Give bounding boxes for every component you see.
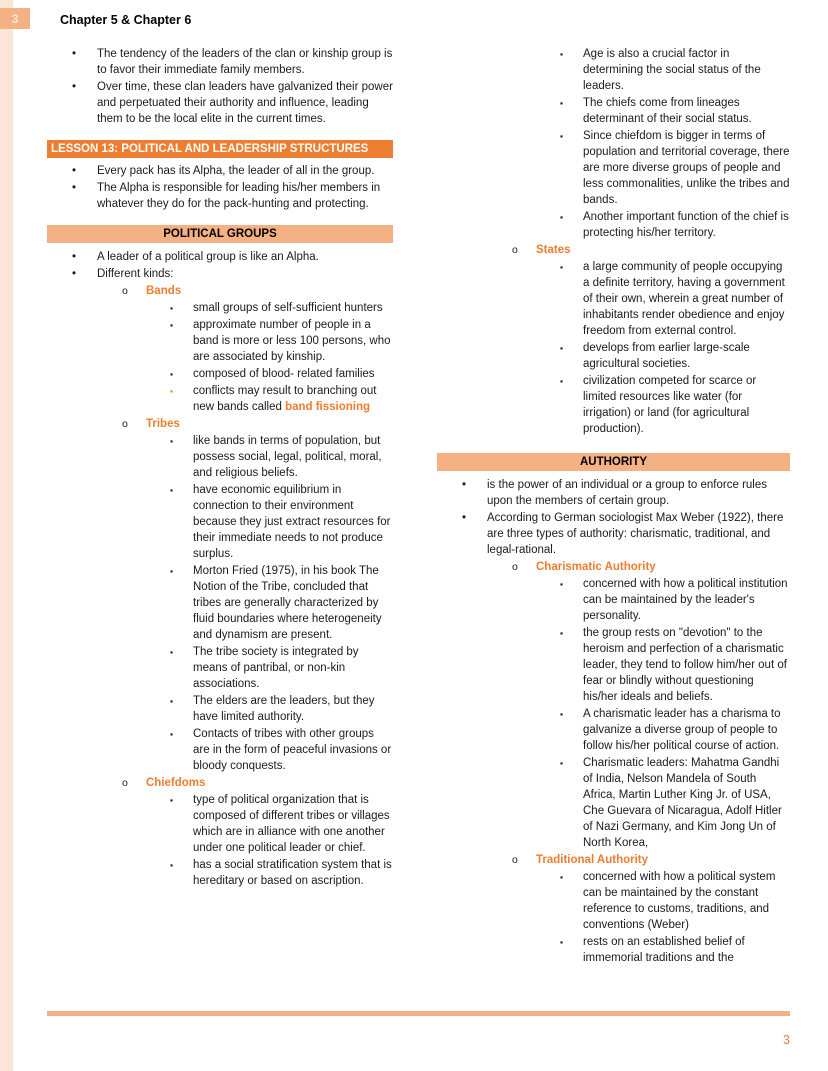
political-groups-heading: POLITICAL GROUPS <box>47 225 393 243</box>
square-bullet-icon <box>560 706 583 722</box>
list-item <box>47 563 393 643</box>
list-item-text: The tribe society is integrated by means of pantribal, or non-kin associations. <box>193 646 359 690</box>
square-bullet-icon <box>560 576 583 592</box>
right-column <box>437 46 790 967</box>
list-item <box>437 242 790 258</box>
bullet-icon <box>72 79 97 95</box>
bottom-divider <box>47 1011 790 1016</box>
list-item-text: have economic equilibrium in connection to their environment because they just extract resources for their immediate needs to not produce surplus. <box>193 484 391 560</box>
corner-tab-number: 3 <box>11 11 19 26</box>
list-item <box>437 373 790 437</box>
list-item <box>437 755 790 851</box>
list-item-text: Different kinds: <box>97 268 174 280</box>
list-item <box>437 340 790 372</box>
square-bullet-icon <box>560 755 583 771</box>
list-item-text: Another important function of the chief is protecting his/her territory. <box>583 211 789 239</box>
square-bullet-icon <box>560 95 583 111</box>
list-item <box>47 317 393 365</box>
list-item-text: The elders are the leaders, but they have limited authority. <box>193 695 375 723</box>
list-item-text: Contacts of tribes with other groups are in the form of peaceful invasions or bloody conquests. <box>193 728 392 772</box>
square-bullet-icon <box>170 644 193 660</box>
group-label-states: States <box>536 244 571 256</box>
square-bullet-icon <box>560 128 583 144</box>
list-item <box>47 79 393 127</box>
header-title: Chapter 5 & Chapter 6 <box>60 13 192 27</box>
group-label-traditional-authority: Traditional Authority <box>536 854 649 866</box>
list-item-text: A charismatic leader has a charisma to galvanize a diverse group of people to follow his/her political course of action. <box>583 708 781 752</box>
list-item <box>437 95 790 127</box>
list-item <box>47 775 393 791</box>
list-item-text: like bands in terms of population, but possess social, legal, political, moral, and religious beliefs. <box>193 435 382 479</box>
list-item-text: A leader of a political group is like an Alpha. <box>97 251 319 263</box>
left-column <box>47 46 393 967</box>
bullet-icon <box>72 180 97 196</box>
square-bullet-icon <box>560 625 583 641</box>
square-bullet-icon <box>170 383 193 399</box>
square-bullet-icon <box>560 259 583 275</box>
bullet-icon <box>72 249 97 265</box>
list-item-text: civilization competed for scarce or limited resources like water (for irrigation) or land (for agricultural production). <box>583 375 757 435</box>
list-item-text: Since chiefdom is bigger in terms of population and territorial coverage, there are more diverse groups of people and less commonalities, unlike the tribes and bands. <box>583 130 790 206</box>
list-item <box>47 644 393 692</box>
list-item <box>437 934 790 966</box>
list-item <box>47 383 393 415</box>
list-item-text: The chiefs come from lineages determinant of their social status. <box>583 97 752 125</box>
square-bullet-icon <box>170 726 193 742</box>
list-item <box>437 209 790 241</box>
square-bullet-icon <box>170 482 193 498</box>
list-item-text: concerned with how a political system can be maintained by the constant reference to customs, traditions, and conventions (Weber) <box>583 871 776 931</box>
bullet-icon <box>72 46 97 62</box>
list-item-text: concerned with how a political institution can be maintained by the leader's personality. <box>583 578 788 622</box>
list-item <box>47 300 393 316</box>
list-item-text: the group rests on "devotion" to the heroism and perfection of a charismatic leader, they tend to follow him/her out of fear or blindly without questioning his/her ideals and beliefs. <box>583 627 787 703</box>
list-item <box>47 249 393 265</box>
list-item-text: rests on an established belief of immemorial traditions and the <box>583 936 745 964</box>
square-bullet-icon <box>170 563 193 579</box>
list-item <box>437 625 790 705</box>
square-bullet-icon <box>560 934 583 950</box>
bullet-icon <box>72 163 97 179</box>
square-bullet-icon <box>170 433 193 449</box>
list-item-text: Age is also a crucial factor in determining the social status of the leaders. <box>583 48 761 92</box>
list-item-text: is the power of an individual or a group to enforce rules upon the members of certain group. <box>487 479 767 507</box>
square-bullet-icon <box>560 46 583 62</box>
list-item <box>47 283 393 299</box>
list-item <box>47 726 393 774</box>
list-item-text: small groups of self-sufficient hunters <box>193 302 383 314</box>
list-item-text: Charismatic leaders: Mahatma Gandhi of India, Nelson Mandela of South Africa, Martin Luther King Jr. of USA, Che Guevara of Nicaragua, Adolf Hitler of Nazi Germany, and Kim Jong Un of North Korea, <box>583 757 782 849</box>
list-item-text: type of political organization that is composed of different tribes or villages which are in alliance with one another under one political leader or chief. <box>193 794 390 854</box>
square-bullet-icon <box>560 340 583 356</box>
list-item <box>437 869 790 933</box>
list-item <box>437 128 790 208</box>
list-item <box>47 857 393 889</box>
list-item-text <box>193 383 393 415</box>
bullet-icon <box>72 266 97 282</box>
list-item-text: The Alpha is responsible for leading his/her members in whatever they do for the pack-hunting and protecting. <box>97 182 381 210</box>
page-number: 3 <box>783 1033 790 1047</box>
corner-tab <box>0 8 30 29</box>
list-item <box>47 46 393 78</box>
circle-bullet-icon <box>512 242 536 258</box>
square-bullet-icon <box>170 857 193 873</box>
list-item-text: Every pack has its Alpha, the leader of all in the group. <box>97 165 375 177</box>
square-bullet-icon <box>560 373 583 389</box>
content-columns <box>47 46 790 967</box>
authority-heading: AUTHORITY <box>437 453 790 471</box>
list-item <box>437 706 790 754</box>
list-item-text-part: conflicts may result to branching out new bands called <box>193 385 377 413</box>
list-item <box>437 259 790 339</box>
list-item <box>47 163 393 179</box>
list-item-text: composed of blood- related families <box>193 368 375 380</box>
left-margin-strip <box>0 0 13 1071</box>
square-bullet-icon <box>170 693 193 709</box>
square-bullet-icon <box>170 300 193 316</box>
list-item <box>437 576 790 624</box>
group-label-tribes: Tribes <box>146 418 180 430</box>
bullet-icon <box>462 477 487 493</box>
list-item <box>437 46 790 94</box>
bullet-icon <box>462 510 487 526</box>
group-label-bands: Bands <box>146 285 182 297</box>
circle-bullet-icon <box>122 283 146 299</box>
list-item-text: The tendency of the leaders of the clan or kinship group is to favor their immediate family members. <box>97 48 393 76</box>
list-item-text: According to German sociologist Max Weber (1922), there are three types of authority: charismatic, traditional, and legal-rational. <box>487 512 784 556</box>
group-label-charismatic-authority: Charismatic Authority <box>536 561 656 573</box>
square-bullet-icon <box>170 366 193 382</box>
circle-bullet-icon <box>122 775 146 791</box>
list-item <box>437 510 790 558</box>
list-item <box>47 433 393 481</box>
square-bullet-icon <box>170 317 193 333</box>
square-bullet-icon <box>170 792 193 808</box>
list-item <box>47 416 393 432</box>
circle-bullet-icon <box>512 852 536 868</box>
square-bullet-icon <box>560 869 583 885</box>
list-item <box>437 477 790 509</box>
circle-bullet-icon <box>122 416 146 432</box>
highlighted-term: band fissioning <box>285 401 371 413</box>
list-item-text: develops from earlier large-scale agricultural societies. <box>583 342 750 370</box>
list-item <box>437 852 790 868</box>
list-item <box>47 180 393 212</box>
list-item <box>437 559 790 575</box>
list-item-text: a large community of people occupying a definite territory, having a government of their own, wherein a great number of inhabitants render obedience and enjoy freedom from external control. <box>583 261 785 337</box>
lesson-heading: LESSON 13: POLITICAL AND LEADERSHIP STRUCTURES <box>47 140 393 158</box>
list-item <box>47 366 393 382</box>
list-item <box>47 482 393 562</box>
list-item <box>47 266 393 282</box>
list-item <box>47 792 393 856</box>
list-item-text: Over time, these clan leaders have galvanized their power and perpetuated their authority and influence, leading them to be the local elite in the current times. <box>97 81 393 125</box>
square-bullet-icon <box>560 209 583 225</box>
list-item-text: approximate number of people in a band is more or less 100 persons, who are associated by kinship. <box>193 319 391 363</box>
list-item-text: Morton Fried (1975), in his book The Notion of the Tribe, concluded that tribes are generally characterized by fluid boundaries where heterogeneity and dynamism are present. <box>193 565 382 641</box>
circle-bullet-icon <box>512 559 536 575</box>
list-item-text: has a social stratification system that is hereditary or based on ascription. <box>193 859 392 887</box>
group-label-chiefdoms: Chiefdoms <box>146 777 206 789</box>
list-item <box>47 693 393 725</box>
